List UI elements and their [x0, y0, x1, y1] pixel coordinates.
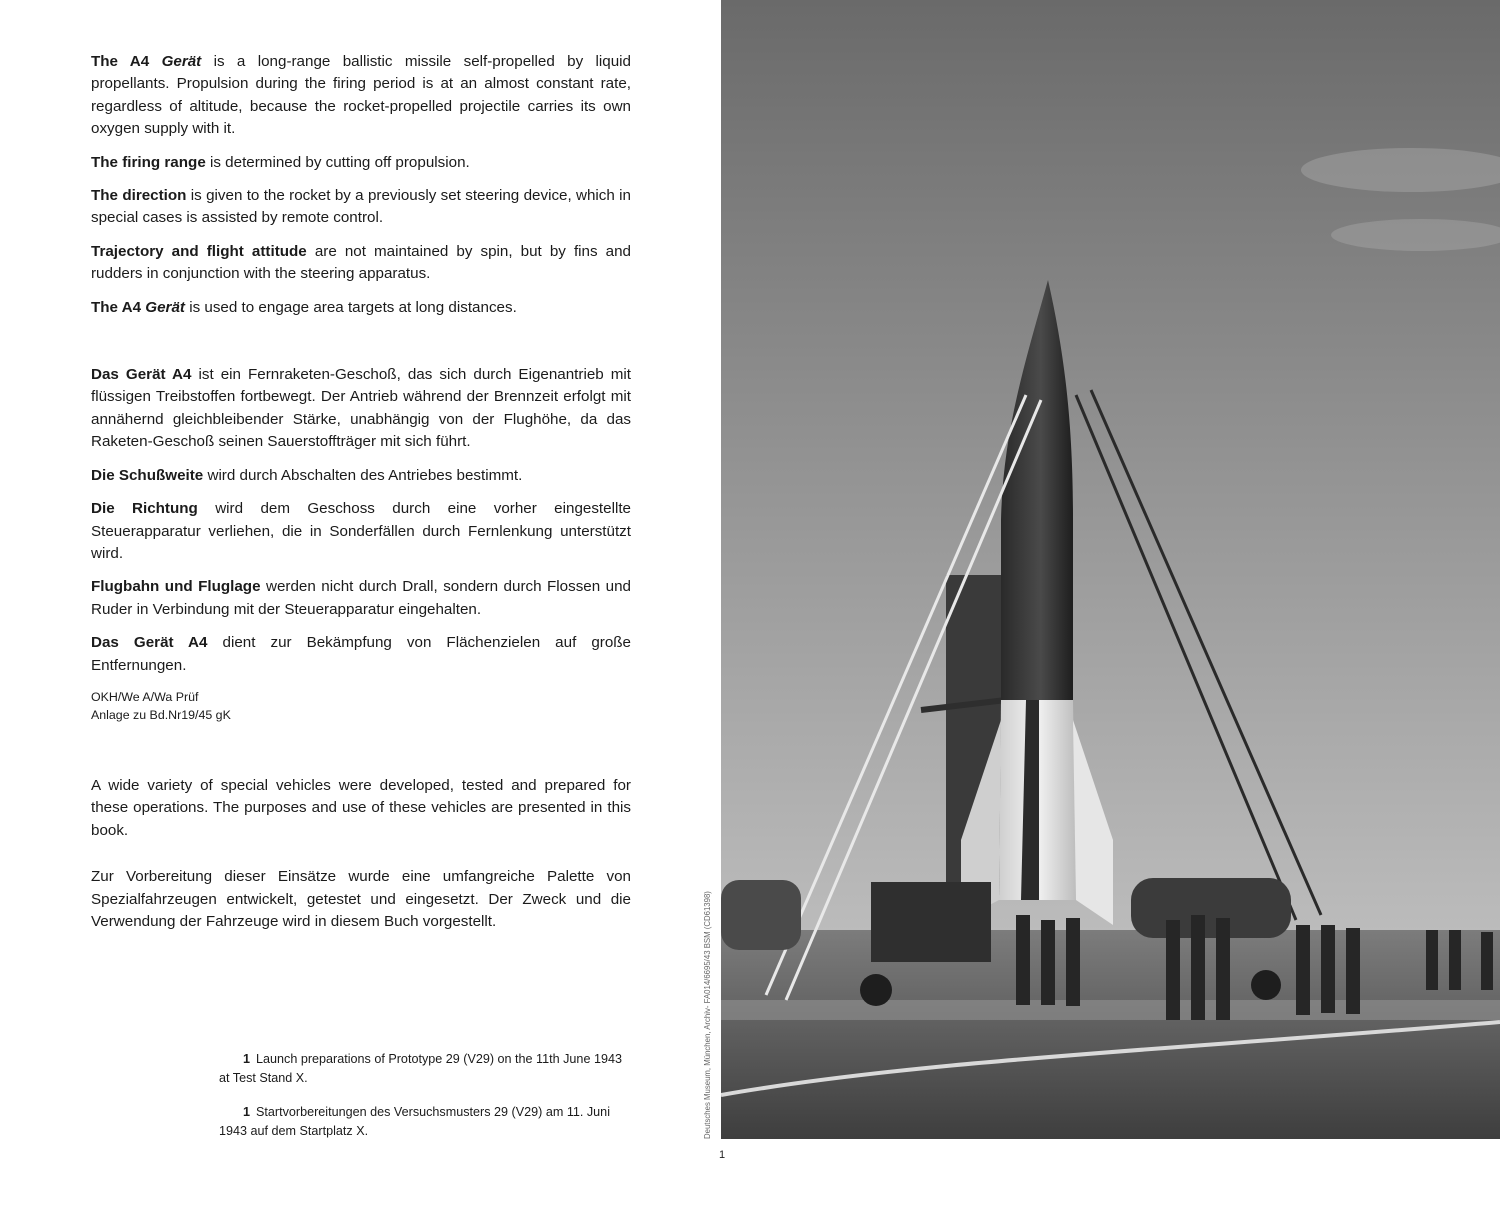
- de-p5-bold: Das Gerät A4: [91, 634, 208, 652]
- en-p5-bold: The A4: [91, 298, 146, 316]
- caption-german-number: 1: [243, 1105, 251, 1119]
- vehicle-wheel: [1251, 970, 1281, 1000]
- en-p1-bold: The A4: [91, 53, 162, 70]
- photo-credit-text: Deutsches Museum, München, Archiv- FA014/6695/43 BSM (CD61398): [703, 891, 712, 1139]
- de-p1-text: ist ein Fernraketen-Geschoß, das sich durch Eigenantrieb mit flüssigen Treibstoffen fortbewegt. Der Antrieb während der Brennzeit erfolgt mit annähernd gleichbleibender Stärke, unabhängig von der Flughöhe, da das Raketen-Geschoß seinen Sauerstoffträger mit sich führt.: [91, 366, 631, 451]
- tanker-vehicle-left: [721, 880, 801, 950]
- page-number: 1: [719, 1149, 726, 1161]
- caption-german-text: Startvorbereitungen des Versuchsmusters 29 (V29) am 11. Juni 1943 auf dem Startplatz X.: [219, 1105, 610, 1138]
- launch-pad: [721, 1000, 1500, 1020]
- en-p1-text: is a long-range ballistic missile self-propelled by liquid propellants. Propulsion during the firing period is at an almost constant rate, regardless of altitude, because the rocket-propelled projectile carries its own oxygen supply with it.: [91, 53, 631, 138]
- en-p1-bold-italic: Gerät: [161, 53, 202, 70]
- rocket-photo: [721, 0, 1500, 1139]
- de-paragraph-5: [91, 632, 631, 677]
- en-p2-text: is determined by cutting off propulsion.: [205, 153, 470, 171]
- en-p5-text: is used to engage area targets at long distances.: [184, 298, 517, 316]
- de-paragraph-2: [91, 465, 631, 487]
- de-paragraph-3: [91, 498, 631, 565]
- de-p3-text: wird dem Geschoss durch eine vorher eingestellte Steuerapparatur verliehen, die in Sonderfällen durch Fernlenkung unterstützt wird.: [91, 500, 632, 562]
- de-p5-text: dient zur Bekämpfung von Flächenzielen auf große Entfernungen.: [91, 634, 631, 674]
- reference-line-2: Anlage zu Bd.Nr19/45 gK: [91, 708, 231, 723]
- figure-captions: [219, 1050, 631, 1156]
- en-p5-bold-italic: Gerät: [145, 298, 185, 316]
- de-paragraph-1: [91, 364, 631, 454]
- language-gap: [91, 330, 631, 364]
- reference-line-1: OKH/We A/Wa Prüf: [91, 689, 199, 704]
- en-paragraph-3: [91, 185, 631, 230]
- de-p2-text: wird durch Abschalten des Antriebes bestimmt.: [203, 466, 523, 484]
- de-p1-bold: Das Gerät A4: [91, 366, 192, 384]
- caption-german: [219, 1103, 631, 1141]
- de-paragraph-4: [91, 576, 631, 621]
- en-p4-text: are not maintained by spin, but by fins and rudders in conjunction with the steering apparatus.: [91, 242, 631, 283]
- en-paragraph-1: [91, 51, 631, 141]
- en-paragraph-5: [91, 297, 631, 319]
- de-p4-text: werden nicht durch Drall, sondern durch Flossen und Ruder in Verbindung mit der Steuerapparatur eingehalten.: [91, 578, 631, 618]
- caption-english-number: 1: [243, 1052, 251, 1066]
- caption-english-text: Launch preparations of Prototype 29 (V29) on the 11th June 1943 at Test Stand X.: [219, 1052, 622, 1085]
- en-p4-bold: Trajectory and flight attitude: [91, 242, 307, 260]
- en-p3-bold: The direction: [91, 187, 187, 205]
- intro-german: Zur Vorbereitung dieser Einsätze wurde eine umfangreiche Palette von Spezialfahrzeugen entwickelt, getestet und eingesetzt. Der Zweck und die Verwendung der Fahrzeuge wird in diesem Buch vorgestellt.: [91, 868, 631, 930]
- de-p2-bold: Die Schußweite: [91, 466, 204, 484]
- de-p3-bold: Die Richtung: [91, 500, 198, 518]
- de-p4-bold: Flugbahn und Fluglage: [91, 578, 261, 596]
- caption-english: [219, 1050, 631, 1088]
- sky: [721, 0, 1500, 935]
- intro-english: A wide variety of special vehicles were developed, tested and prepared for these operations. The purposes and use of these vehicles are presented in this book.: [91, 776, 631, 839]
- text-column: [91, 51, 631, 944]
- tanker-vehicle: [1131, 878, 1291, 938]
- vehicle-wheel: [860, 974, 892, 1006]
- en-paragraph-2: [91, 152, 631, 174]
- service-vehicle: [871, 882, 991, 962]
- ground: [721, 930, 1500, 1139]
- rocket-launch-illustration: [721, 0, 1500, 1139]
- en-p2-bold: The firing range: [91, 153, 206, 171]
- en-p3-text: is given to the rocket by a previously set steering device, which in special cases is assisted by remote control.: [91, 187, 631, 227]
- en-paragraph-4: [91, 241, 631, 286]
- photo-credit: [703, 891, 715, 1151]
- document-reference: [91, 688, 631, 725]
